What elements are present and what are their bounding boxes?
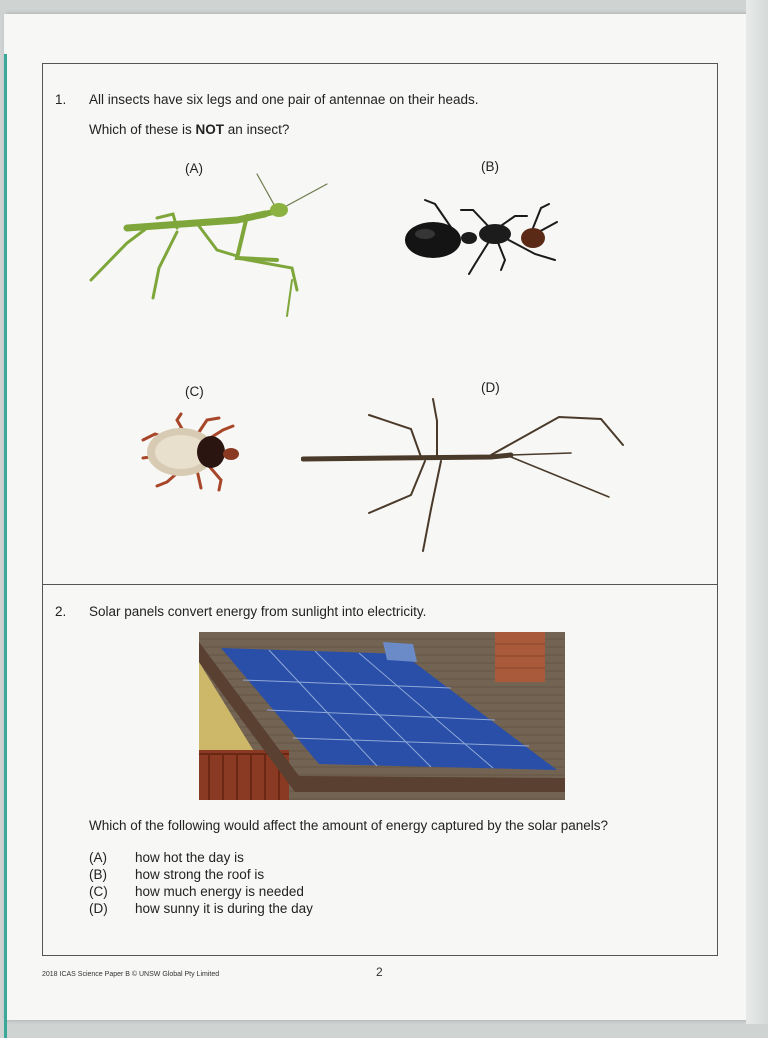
stick-insect-image (301, 389, 631, 559)
question-2-intro: Solar panels convert energy from sunlight into electricity. (89, 604, 427, 619)
answer-c[interactable]: (C) how much energy is needed (89, 884, 304, 899)
exam-page (4, 14, 748, 1020)
answer-b[interactable]: (B) how strong the roof is (89, 867, 265, 882)
answer-d[interactable]: (D) how sunny it is during the day (89, 901, 313, 916)
option-d-label: (D) (481, 380, 500, 395)
question-1-statement: All insects have six legs and one pair of antennae on their heads. (89, 92, 479, 107)
page-edge-shadow (746, 0, 768, 1024)
question-1-number: 1. (55, 92, 67, 107)
option-b-label: (B) (481, 159, 499, 174)
page-edge (4, 54, 7, 1038)
copyright-footer: 2018 ICAS Science Paper B © UNSW Global Pty Limited (42, 971, 220, 978)
answer-a[interactable]: (A) how hot the day is (89, 850, 244, 865)
option-c-label: (C) (185, 384, 204, 399)
question-1-box (42, 63, 718, 585)
page-number: 2 (376, 965, 383, 979)
question-1-prompt: Which of these is NOT an insect? (89, 122, 290, 137)
question-2-box (42, 584, 718, 956)
praying-mantis-image (87, 168, 337, 328)
solar-panels-image (199, 632, 565, 800)
question-2-number: 2. (55, 604, 67, 619)
question-2-prompt: Which of the following would affect the amount of energy captured by the solar panels? (89, 818, 609, 833)
tick-image (137, 410, 257, 496)
ant-image (395, 198, 565, 278)
option-a-label: (A) (185, 161, 203, 176)
